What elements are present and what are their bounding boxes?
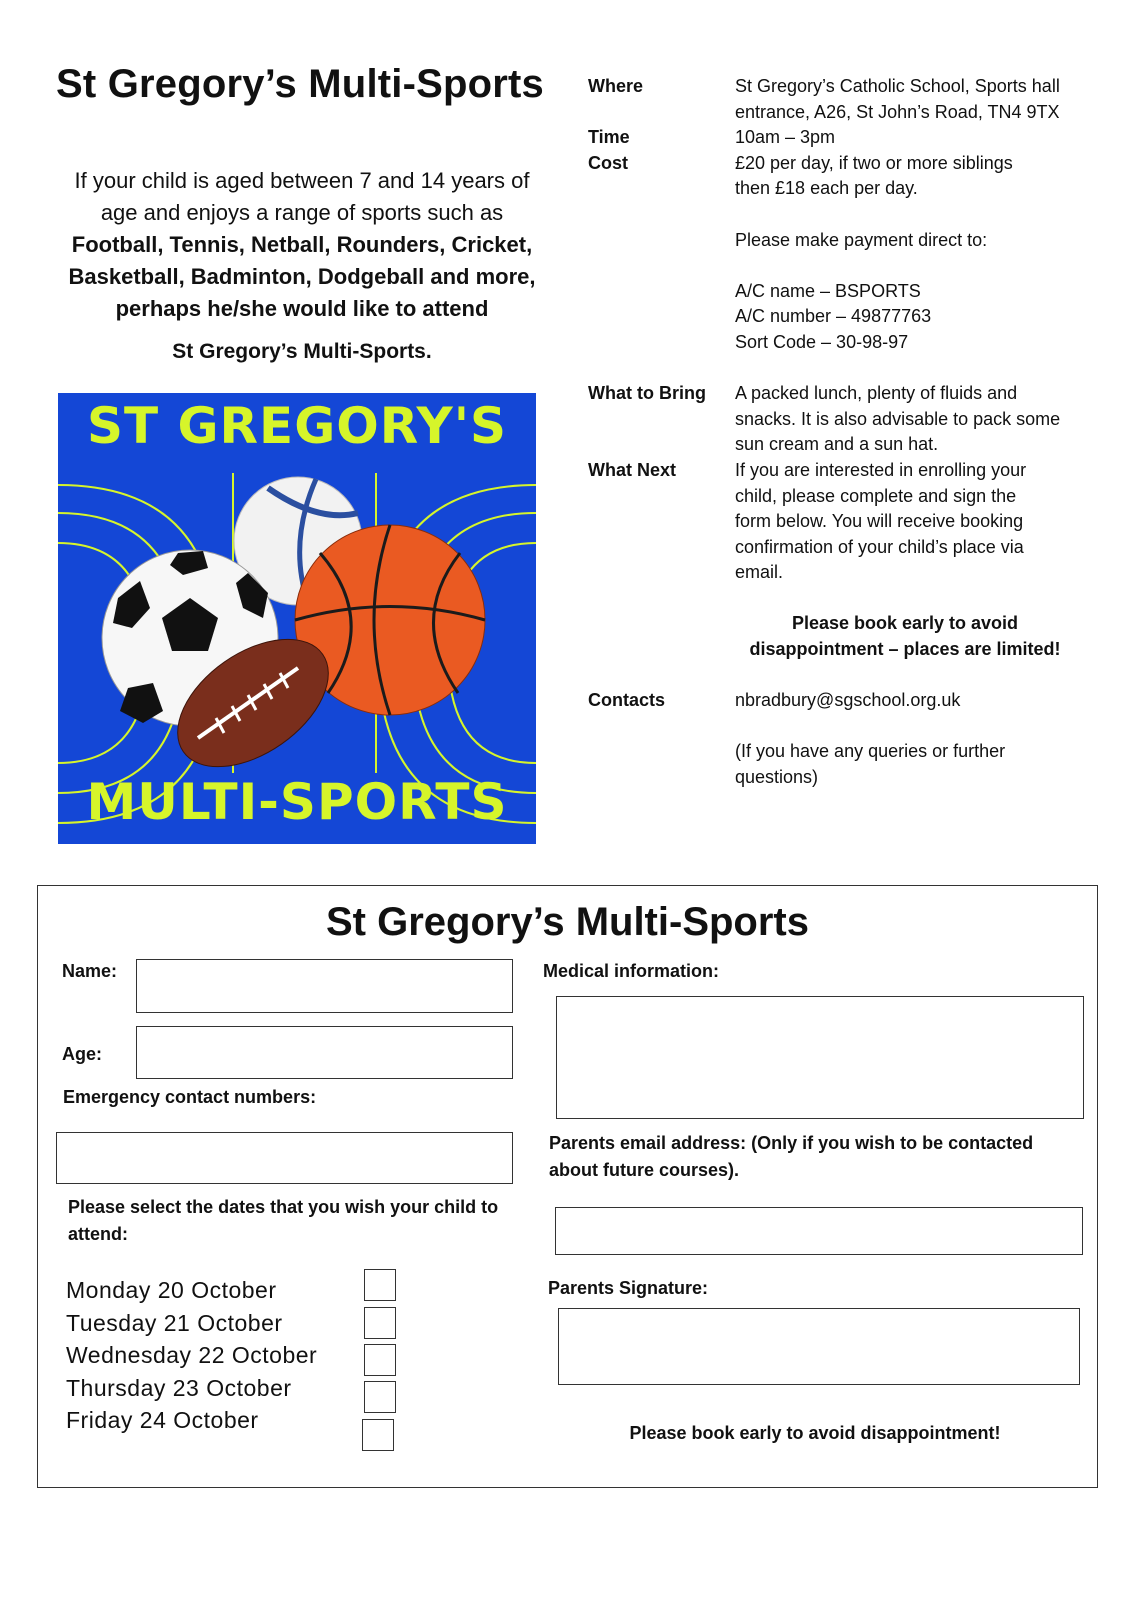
- date-option-label: Tuesday 21 October: [66, 1309, 283, 1336]
- next-line: If you are interested in enrolling your: [735, 459, 1027, 480]
- where-line: St Gregory’s Catholic School, Sports hall: [735, 76, 1060, 96]
- next-line: email.: [735, 562, 784, 583]
- intro-line: age and enjoys a range of sports such as: [100, 200, 504, 225]
- time-row: [588, 125, 1088, 151]
- intro-programme-name: St Gregory’s Multi-Sports.: [172, 340, 432, 363]
- event-details: [588, 74, 1088, 791]
- contact-note: (If you have any queries or further: [735, 741, 1006, 762]
- date-checkbox-thursday[interactable]: [364, 1381, 396, 1413]
- enrolment-form: [37, 885, 1098, 1488]
- age-field[interactable]: [136, 1026, 513, 1079]
- book-early-notice: disappointment – places are limited!: [749, 639, 1061, 660]
- date-checkbox-friday[interactable]: [362, 1419, 394, 1451]
- name-label: Name:: [62, 961, 118, 981]
- date-option-label: Thursday 23 October: [66, 1374, 292, 1401]
- book-early-notice: Please book early to avoid: [791, 613, 1019, 634]
- date-checkbox-tuesday[interactable]: [364, 1307, 396, 1339]
- form-footer-notice: Please book early to avoid disappointment!: [629, 1423, 1001, 1443]
- intro-sports-line: perhaps he/she would like to attend: [115, 296, 489, 321]
- dates-prompt-line: attend:: [68, 1224, 128, 1244]
- parent-email-label-line: about future courses).: [549, 1160, 740, 1180]
- date-checkbox-wednesday[interactable]: [364, 1344, 396, 1376]
- parent-email-label-line: Parents email address: (Only if you wish to be contacted: [549, 1133, 1034, 1153]
- intro-sports-line: Football, Tennis, Netball, Rounders, Cricket,: [71, 232, 533, 257]
- bring-line: snacks. It is also advisable to pack some: [735, 408, 1061, 429]
- intro-text: [42, 165, 562, 325]
- contact-email: nbradbury@sgschool.org.uk: [735, 690, 961, 711]
- poster-top-text: ST GREGORY'S: [86, 397, 508, 455]
- account-number: A/C number – 49877763: [735, 306, 932, 327]
- next-line: form below. You will receive booking: [735, 511, 1024, 532]
- parent-signature-field[interactable]: [558, 1308, 1080, 1385]
- medical-info-field[interactable]: [556, 996, 1084, 1119]
- contact-note: questions): [735, 767, 819, 788]
- bring-line: A packed lunch, plenty of fluids and: [735, 383, 1018, 404]
- name-field[interactable]: [136, 959, 513, 1013]
- date-checkbox-monday[interactable]: [364, 1269, 396, 1301]
- intro-line: If your child is aged between 7 and 14 years of: [74, 168, 530, 193]
- cost-row: [588, 151, 1088, 356]
- next-line: child, please complete and sign the: [735, 485, 1017, 506]
- parent-email-label: [549, 1130, 1079, 1184]
- emergency-contact-label: Emergency contact numbers:: [63, 1087, 317, 1107]
- poster-bottom-text: MULTI-SPORTS: [86, 773, 508, 831]
- contacts-label: Contacts: [588, 690, 666, 711]
- time-value: 10am – 3pm: [735, 127, 836, 148]
- form-title: St Gregory’s Multi-Sports: [325, 900, 809, 944]
- payment-intro: Please make payment direct to:: [735, 229, 988, 250]
- account-name: A/C name – BSPORTS: [735, 280, 921, 301]
- time-label: Time: [588, 127, 630, 148]
- next-line: confirmation of your child’s place via: [735, 536, 1024, 557]
- sports-poster: [58, 393, 536, 844]
- emergency-contact-field[interactable]: [56, 1132, 513, 1184]
- dates-prompt: [68, 1194, 518, 1248]
- date-list: [66, 1274, 317, 1437]
- cost-label: Cost: [588, 152, 628, 173]
- page-title: St Gregory’s Multi-Sports: [55, 62, 544, 106]
- next-row: [588, 458, 1088, 586]
- where-row: [588, 74, 1088, 125]
- contacts-row: [588, 688, 1088, 790]
- date-option-label: Friday 24 October: [66, 1407, 259, 1434]
- sort-code: Sort Code – 30-98-97: [735, 331, 909, 352]
- next-label: What Next: [588, 459, 677, 480]
- bring-label: What to Bring: [588, 383, 706, 404]
- cost-line: £20 per day, if two or more siblings: [735, 152, 1013, 173]
- medical-info-label: Medical information:: [543, 961, 720, 981]
- dates-prompt-line: Please select the dates that you wish your child to: [68, 1197, 499, 1217]
- parent-email-field[interactable]: [555, 1207, 1083, 1255]
- where-label: Where: [588, 76, 644, 96]
- cost-line: then £18 each per day.: [735, 178, 918, 199]
- date-option-label: Wednesday 22 October: [66, 1342, 318, 1369]
- bring-row: [588, 381, 1088, 458]
- intro-sports-line: Basketball, Badminton, Dodgeball and more,: [68, 264, 536, 289]
- bring-line: sun cream and a sun hat.: [735, 434, 939, 455]
- date-option-label: Monday 20 October: [66, 1277, 277, 1303]
- age-label: Age:: [62, 1044, 102, 1064]
- where-line: entrance, A26, St John’s Road, TN4 9TX: [735, 101, 1060, 122]
- parent-signature-label: Parents Signature:: [548, 1278, 709, 1298]
